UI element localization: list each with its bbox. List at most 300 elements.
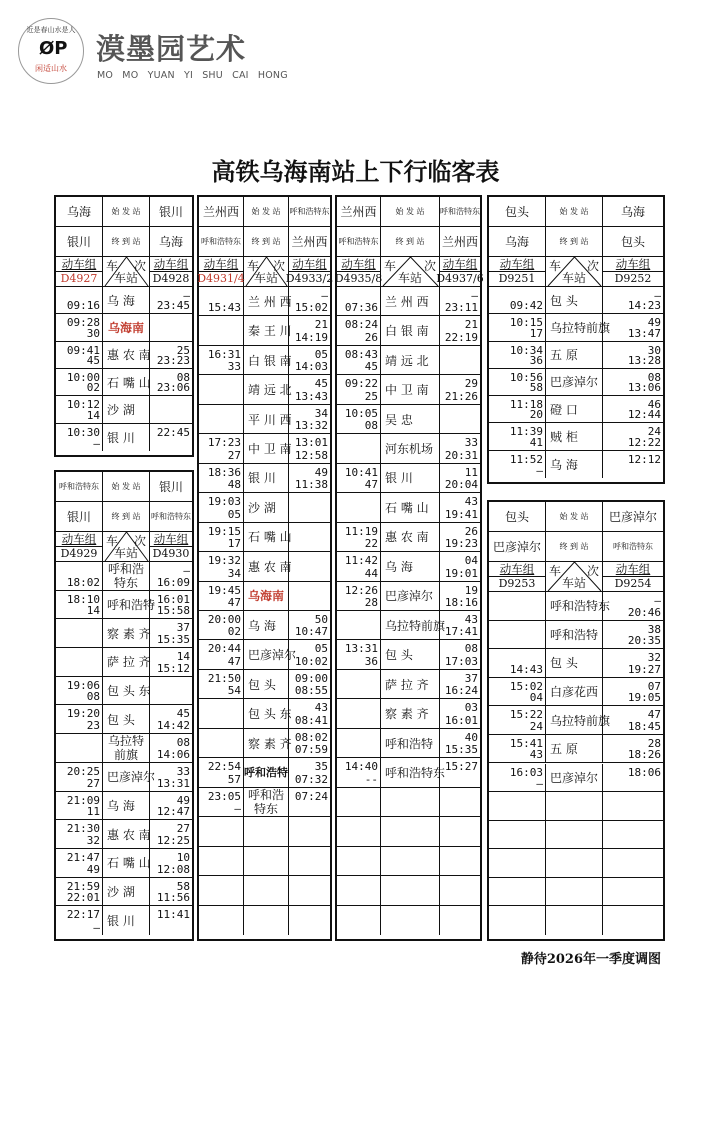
col-right [289,876,330,904]
col-right [150,849,192,877]
right-time-arrive: 45 [176,707,190,721]
col-right [603,621,663,649]
col-right [440,434,480,462]
left-time-arrive: 11:42 [344,554,378,568]
left-end-station: 银川 [66,510,91,524]
left-time-depart: 18:02 [66,575,100,589]
table-row [489,792,663,821]
right-time-depart: 16:01 [444,713,478,727]
col-station [244,611,289,639]
col-right [150,792,192,820]
col-left [337,582,381,610]
col-station [381,227,440,256]
col-right [603,451,663,478]
right-time-depart: 17:41 [444,625,478,639]
left-time-depart: 05 [227,507,241,521]
col-station [381,876,440,904]
col-right [603,227,663,256]
col-station [546,396,603,422]
col-right [603,532,663,561]
ci-label: 次 [586,259,599,273]
left-time-depart: 23 [86,719,100,733]
left-time-depart: 25 [364,389,378,403]
left-time-arrive: 14:40 [344,760,378,774]
col-station [546,197,603,226]
right-time-arrive: 49 [314,465,328,479]
col-station [381,729,440,757]
table-row [337,876,480,905]
col-station [244,876,289,904]
col-left [489,287,546,313]
col-station [244,287,292,315]
ci-label: 次 [133,534,146,548]
timetable-hohhot-yinchuan [54,470,194,941]
col-right [603,197,663,226]
right-time-arrive: 19 [464,583,478,597]
left-group-label: 动车组 [489,562,545,577]
right-start-station: 呼和浩特东 [440,207,480,216]
station-name: 萨 拉 齐 [107,655,151,670]
table-row [56,287,192,314]
table-row [489,764,663,793]
left-time-depart: 09:42 [509,299,543,313]
right-time-arrive: 05 [314,642,328,656]
end-station-label: 终 到 站 [395,237,425,246]
left-time-arrive: 08:43 [344,347,378,361]
seal-bottom-text: 闲适山水 [35,64,67,73]
left-time-arrive: 21:30 [66,822,100,836]
right-time-arrive: 27 [176,822,190,836]
col-right [150,705,192,733]
col-right [289,197,330,226]
col-station [244,817,289,845]
col-station [546,257,603,286]
col-right [603,287,663,313]
left-time-depart: 45 [86,353,100,367]
right-time-arrive: 45 [314,377,328,391]
col-left [337,316,381,344]
col-station [244,582,289,610]
col-station [244,375,292,403]
station-name: 五 原 [550,348,578,363]
col-station [546,878,603,906]
col-station [103,257,150,286]
col-station [381,788,440,816]
left-time-arrive: 19:20 [66,707,100,721]
left-time-depart: 02 [86,381,100,395]
right-time-depart: 19:27 [627,662,661,676]
table-row [337,582,480,611]
right-time-depart: 15:35 [156,633,190,647]
table-row [489,821,663,850]
col-left [56,197,103,226]
col-station [546,735,603,763]
station-name: 秦 王 川 [248,324,292,339]
table-row [199,434,330,463]
train-station-diagonal-header [244,257,288,286]
right-start-station: 巴彦淖尔 [608,510,657,524]
right-time-arrive: 07 [647,679,661,693]
right-end-station: 包头 [620,235,645,249]
right-time-arrive: 15:27 [444,760,478,774]
station-name: 巴彦淖尔 [248,648,297,663]
left-time-depart: 32 [86,833,100,847]
header-start-row [337,197,480,227]
table-row [489,592,663,621]
col-station [381,375,440,403]
col-station [103,734,150,762]
right-time-depart: 18:26 [627,748,661,762]
left-time-depart: 27 [227,448,241,462]
end-station-label: 终 到 站 [559,237,589,246]
right-time-depart: 13:43 [294,389,328,403]
right-time-depart: 12:47 [156,805,190,819]
col-left [489,821,546,849]
col-left [199,876,244,904]
col-station [244,552,292,580]
table-row [56,342,192,369]
col-right [289,346,330,374]
col-left [199,405,244,433]
left-time-arrive: 08:24 [344,318,378,332]
station-name: 呼和浩特 [244,766,288,780]
end-station-label: 终 到 站 [111,512,141,521]
col-right [289,523,330,551]
right-time-arrive: 29 [464,377,478,391]
right-time-arrive: 43 [464,613,478,626]
right-time-arrive: 26 [464,524,478,538]
station-name: 银 川 [248,471,276,486]
table-row [199,906,330,935]
left-time-depart: 47 [227,654,241,668]
col-station [103,648,150,676]
left-time-depart: 27 [86,776,100,790]
left-end-station: 呼和浩特东 [201,237,241,246]
col-station [381,611,446,639]
col-right [440,227,480,256]
right-time-arrive: 16:01 [156,592,190,606]
right-group-label: 动车组 [440,257,480,272]
left-time-depart: 47 [364,478,378,492]
col-left [489,314,546,340]
station-name: 包 头 [385,648,413,663]
left-time-arrive: 21:47 [66,850,100,864]
left-time-arrive: 21:09 [66,793,100,807]
left-time-depart: — [536,777,543,791]
col-station [244,640,297,668]
right-group-label: 动车组 [603,257,663,272]
brand-name: 漠墨园艺术 [96,32,247,66]
table-row [199,876,330,905]
station-label: 车站 [113,271,138,285]
col-station [103,562,150,590]
col-left [199,699,244,727]
end-station-label: 终 到 站 [559,542,589,551]
start-station-label: 始 发 站 [111,207,141,216]
col-station [381,817,440,845]
right-time-arrive: 22:45 [156,425,190,439]
col-station [546,451,603,478]
right-time-arrive: 12:12 [627,452,661,466]
right-end-station: 兰州西 [441,235,478,249]
table-row [337,670,480,699]
col-left [337,493,381,521]
left-start-station: 包头 [504,205,529,219]
left-time-arrive: 18:10 [66,592,100,606]
right-time-depart: 12:22 [627,435,661,449]
left-time-depart: 24 [529,719,543,733]
station-name: 察 素 齐 [385,707,429,722]
table-row [489,706,663,735]
left-time-arrive: 10:05 [344,406,378,420]
station-name: 乌 海 [385,559,413,574]
left-time-depart: 33 [227,360,241,374]
right-time-arrive: 11 [464,465,478,479]
left-time-depart: 15:43 [207,301,241,315]
right-time-arrive: 08 [176,736,190,750]
left-group-label: 动车组 [56,257,102,272]
col-right [440,906,480,935]
col-station [244,464,289,492]
right-train-number: D4933/2 [285,272,334,285]
table-row [56,396,192,423]
header-start-row [199,197,330,227]
start-station-label: 始 发 站 [111,482,141,491]
col-left [56,648,103,676]
table-row [489,287,663,314]
col-right [440,670,480,698]
left-train-number: D9251 [498,272,536,285]
col-left [337,788,381,816]
station-name: 呼和浩特 [107,598,156,613]
right-time-depart: 19:05 [627,691,661,705]
station-name: 萨 拉 齐 [385,677,429,692]
col-left [56,619,103,647]
left-time-arrive: 19:03 [207,495,241,509]
col-station [103,906,150,935]
right-time-arrive: 58 [176,879,190,893]
col-right [289,287,330,315]
left-time-arrive: 09:22 [344,377,378,391]
table-row [337,405,480,434]
right-time-arrive: 33 [176,764,190,778]
station-name: 五 原 [550,742,578,757]
right-start-station: 乌海 [620,205,645,219]
col-station [381,906,440,935]
right-time-depart: 23:11 [444,301,478,315]
right-train-number: D4928 [152,272,190,285]
right-time-arrive: — [183,564,190,577]
col-right [150,562,192,590]
left-time-arrive: 22:17 [66,908,100,922]
col-station [381,523,440,551]
right-time-depart: 14:03 [294,360,328,374]
col-left [489,735,546,763]
station-name: 靖 远 北 [248,383,292,398]
table-row [199,523,330,552]
end-station-label: 终 到 站 [251,237,281,246]
col-right [289,375,330,403]
station-name: 察 素 齐 [248,736,292,751]
right-time-arrive: — [183,289,190,302]
station-name: 沙 湖 [248,500,276,515]
table-row [199,375,330,404]
left-time-arrive: 15:02 [509,679,543,693]
col-left [337,847,381,875]
col-station [103,532,150,561]
right-time-depart: 20:31 [444,448,478,462]
left-time-depart: — [234,802,241,816]
left-group-label: 动车组 [489,257,545,272]
col-left [337,758,381,786]
col-station [244,493,289,521]
left-time-arrive: 09:28 [66,316,100,330]
start-station-label: 始 发 站 [559,207,589,216]
col-station [103,763,156,791]
left-group-label: 动车组 [337,257,380,272]
col-left [199,906,244,935]
right-time-depart: 12:44 [627,408,661,422]
col-station [244,197,289,226]
table-row [199,640,330,669]
col-station [546,423,603,449]
left-time-arrive: 18:36 [207,465,241,479]
start-station-label: 始 发 站 [251,207,281,216]
station-name: 银 川 [107,430,135,445]
left-time-arrive: 19:45 [207,583,241,597]
station-name: 河东机场 [385,441,434,456]
col-left [337,876,381,904]
timetable-baotou-bayannur [487,500,665,941]
col-right [289,611,330,639]
col-right [440,375,480,403]
col-left [199,464,244,492]
table-row [56,820,192,849]
col-left [199,434,244,462]
left-time-arrive: 19:06 [66,678,100,692]
station-name: 乌拉特前旗 [550,320,611,335]
col-right [440,788,480,816]
station-name: 白彦花西 [550,685,599,700]
col-left [199,788,244,816]
che-label: 车 [549,564,562,578]
table-row [56,849,192,878]
col-station [244,670,289,698]
station-label: 车站 [561,271,586,285]
col-left [489,423,546,449]
table-row [489,314,663,341]
left-time-depart: 14 [86,408,100,422]
table-row [337,699,480,728]
col-right [603,849,663,877]
col-left [56,396,103,422]
table-row [337,287,480,316]
right-train-number: D9252 [614,272,652,285]
col-right [603,562,663,591]
col-left [337,434,381,462]
right-end-station: 呼和浩特东 [151,512,191,521]
col-station [103,197,150,226]
col-right [440,346,480,374]
col-left [337,817,381,845]
col-left [56,532,103,561]
col-station [103,342,150,368]
table-row [489,621,663,650]
col-station [381,197,440,226]
col-left [56,562,103,590]
col-right [440,847,480,875]
col-station [381,493,440,521]
left-time-depart: 07:36 [344,301,378,315]
col-station [103,396,150,422]
col-right [150,648,192,676]
col-right [150,677,192,705]
left-time-depart: — [536,463,543,477]
left-time-depart: 17 [227,537,241,551]
table-row [56,705,192,734]
seal-mark: ØP [39,38,68,59]
table-row [56,906,192,935]
table-row [337,611,480,640]
col-station [546,287,603,313]
col-station [244,906,289,935]
right-end-station: 兰州西 [291,235,328,249]
col-right [289,434,330,462]
left-group-label: 动车组 [199,257,243,272]
col-right [289,493,330,521]
left-time-depart: 08 [364,419,378,433]
right-start-station: 呼和浩特东 [289,207,330,216]
col-right [440,582,480,610]
right-time-arrive: 04 [464,554,478,568]
col-station [103,849,150,877]
col-station [546,227,603,256]
station-name: 靖 远 北 [385,353,429,368]
table-row [489,396,663,423]
header-start-row [489,502,663,532]
col-right [150,878,192,906]
col-left [489,342,546,368]
col-left [489,649,546,677]
header-end-row [337,227,480,257]
col-station [103,424,150,451]
left-time-arrive: 11:39 [509,425,543,439]
col-left [489,451,546,478]
table-row [489,451,663,478]
right-time-arrive: 43 [464,495,478,509]
col-right [289,405,330,433]
col-right [285,257,334,286]
col-right [440,523,480,551]
train-station-diagonal-header [546,257,602,286]
col-station [244,729,292,757]
station-name: 中 卫 南 [248,441,292,456]
col-station [546,706,611,734]
table-row [56,562,192,591]
station-name: 乌拉特前旗 [550,713,611,728]
table-row [337,788,480,817]
left-time-depart: 34 [227,566,241,580]
col-left [337,405,381,433]
right-time-arrive: 30 [647,343,661,357]
table-row [56,878,192,907]
left-time-depart: 45 [364,360,378,374]
col-right [150,763,192,791]
col-right [150,287,192,313]
right-time-depart: 13:06 [627,381,661,395]
station-name: 惠 农 南 [107,348,151,363]
right-time-arrive: 38 [647,622,661,636]
